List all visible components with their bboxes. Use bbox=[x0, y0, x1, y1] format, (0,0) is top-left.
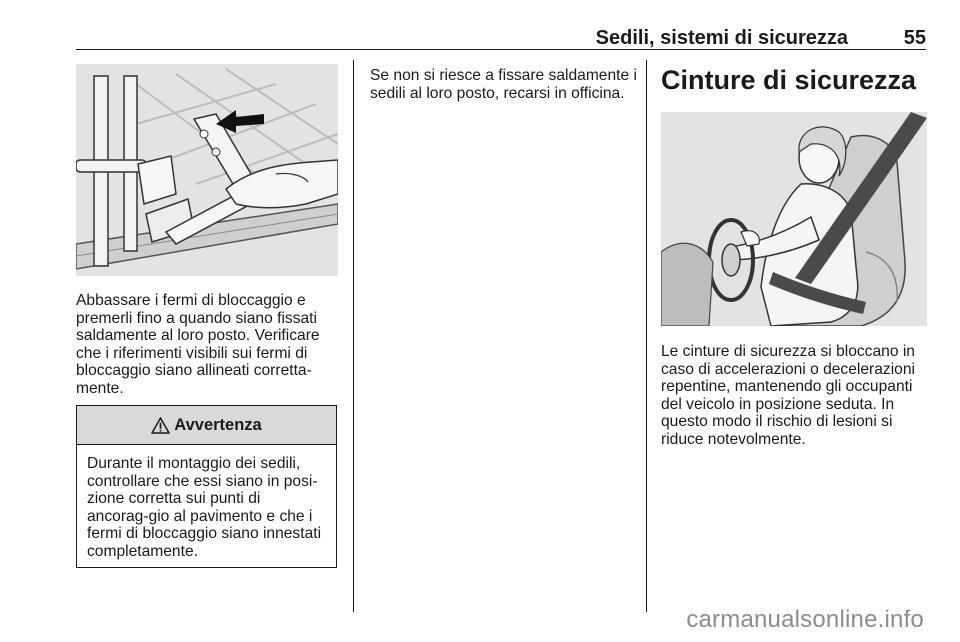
warning-triangle-icon bbox=[151, 417, 170, 434]
warning-box bbox=[76, 405, 337, 568]
warning-text: Durante il montaggio dei sedili, controllare che essi siano in posi-zione corretta sui punti di ancorag-gio al pavimento e che i fermi di bloccaggio siano innestati completamente. bbox=[87, 455, 322, 560]
watermark: carmanualsonline.info bbox=[686, 606, 924, 633]
warning-header bbox=[77, 406, 336, 445]
seat-latch-illustration bbox=[76, 64, 338, 276]
column-divider-right bbox=[646, 60, 647, 612]
page-number: 55 bbox=[903, 27, 926, 49]
warning-title: Avvertenza bbox=[174, 415, 262, 434]
latch-instruction-text: Abbassare i fermi di bloccaggio e premerli fino a quando siano fissati saldamente al loro posto. Verificare che i riferimenti visibili sui fermi di bloccaggio siano allineati corretta-mente. bbox=[76, 292, 320, 397]
workshop-notice-text: Se non si riesce a fissare saldamente i sedili al loro posto, recarsi in officina. bbox=[370, 67, 637, 102]
seatbelt-description-text: Le cinture di sicurezza si bloccano in caso di accelerazioni o decelerazioni repentine, mantenendo gli occupanti del veicolo in posizione seduta. In questo modo il rischio di lesioni si riduce notevolmente. bbox=[661, 343, 915, 448]
driver-seatbelt-drawing bbox=[661, 112, 927, 326]
page-header bbox=[76, 27, 926, 50]
section-title: Cinture di sicurezza bbox=[661, 65, 917, 95]
chapter-title: Sedili, sistemi di sicurezza bbox=[595, 27, 848, 49]
seat-latch-drawing bbox=[76, 64, 338, 276]
column-divider-left bbox=[353, 60, 354, 612]
driver-seatbelt-illustration bbox=[661, 112, 927, 326]
